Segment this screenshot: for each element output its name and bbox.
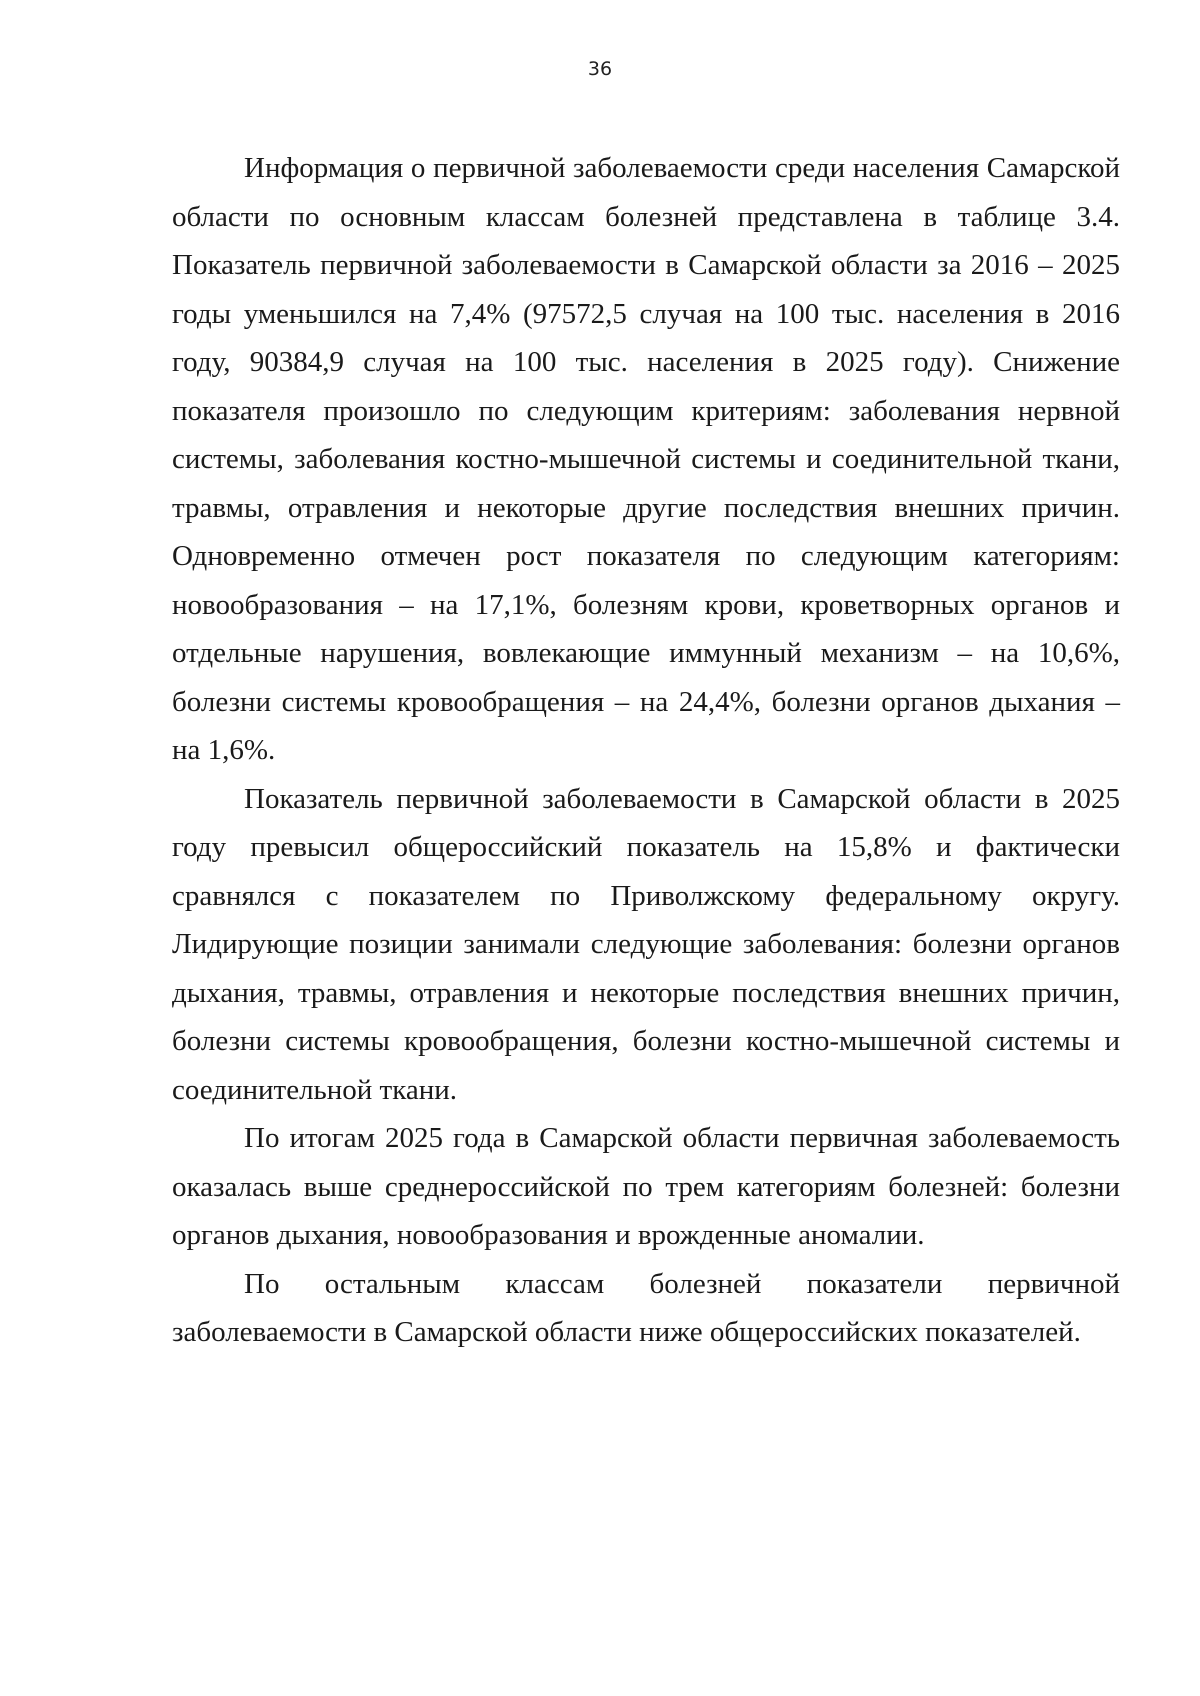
- paragraph-2: Показатель первичной заболеваемости в Самарской области в 2025 году превысил общероссийский показатель на 15,8% и фактически сравнялся с показателем по Приволжскому федеральному округу. Лидирующие позиции занимали следующие заболевания: болезни органов дыхания, травмы, отравления и некоторые последствия внешних причин, болезни системы кровообращения, болезни костно-мышечной системы и соединительной ткани.: [172, 782, 1120, 1106]
- paragraph-1: Информация о первичной заболеваемости среди населения Самарской области по основным классам болезней представлена в таблице 3.4. Показатель первичной заболеваемости в Самарской области за 2016 – 2025 годы уменьшился на 7,4% (97572,5 случая на 100 тыс. населения в 2016 году, 90384,9 случая на 100 тыс. населения в 2025 году). Снижение показателя произошло по следующим критериям: заболевания нервной системы, заболевания костно-мышечной системы и соединительной ткани, травмы, отравления и некоторые другие последствия внешних причин. Одновременно отмечен рост показателя по следующим категориям: новообразования – на 17,1%, болезням крови, кроветворных органов и отдельные нарушения, вовлекающие иммунный механизм – на 10,6%, болезни системы кровообращения – на 24,4%, болезни органов дыхания – на 1,6%.: [172, 152, 1120, 766]
- page-number: 36: [587, 58, 613, 80]
- document-body: [172, 144, 1120, 1357]
- paragraph-4: По остальным классам болезней показатели первичной заболеваемости в Самарской области ниже общероссийских показателей.: [172, 1267, 1120, 1348]
- paragraph-3: По итогам 2025 года в Самарской области первичная заболеваемость оказалась выше среднероссийской по трем категориям болезней: болезни органов дыхания, новообразования и врожденные аномалии.: [172, 1122, 1120, 1251]
